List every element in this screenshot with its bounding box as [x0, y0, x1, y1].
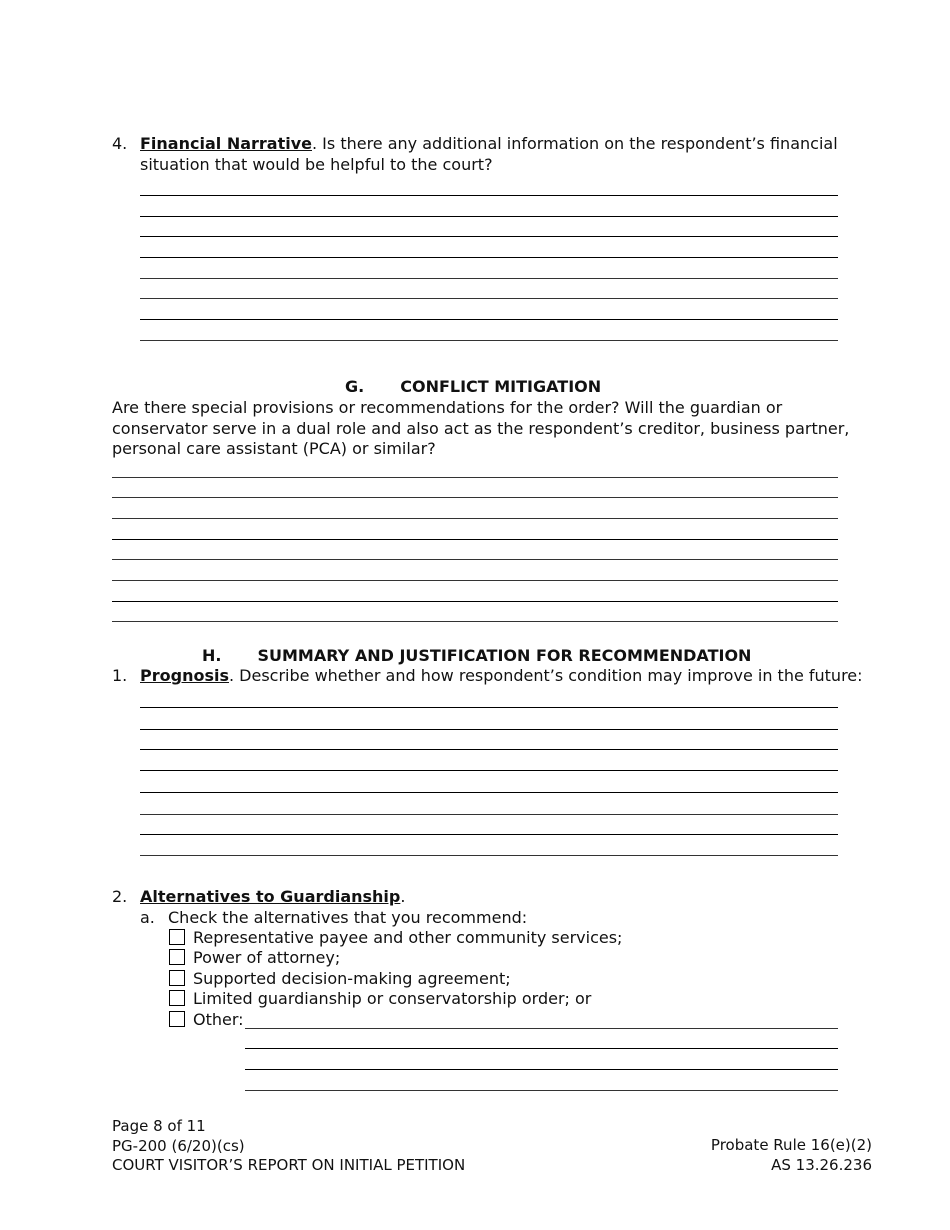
answer-line[interactable] — [140, 236, 838, 237]
financial-narrative-title: Financial Narrative — [140, 134, 312, 153]
answer-line[interactable] — [112, 518, 838, 519]
form-title: COURT VISITOR’S REPORT ON INITIAL PETITION — [112, 1156, 466, 1174]
answer-line[interactable] — [112, 477, 838, 478]
section-h-heading — [202, 646, 751, 665]
option-label: Limited guardianship or conservatorship order; or — [193, 989, 592, 1008]
answer-line[interactable] — [140, 707, 838, 708]
sub-item-letter: a. — [140, 908, 155, 927]
section-g-heading — [345, 377, 601, 396]
section-letter: G. — [345, 377, 365, 396]
answer-line[interactable] — [140, 814, 838, 815]
answer-line[interactable] — [140, 792, 838, 793]
financial-narrative-question — [140, 134, 838, 153]
item-number: 2. — [112, 887, 128, 906]
alternatives-period: . — [400, 887, 406, 906]
statute-reference: AS 13.26.236 — [771, 1155, 872, 1174]
alternatives-heading — [140, 887, 405, 906]
answer-line[interactable] — [140, 319, 838, 320]
option-label: Power of attorney; — [193, 948, 341, 967]
answer-line[interactable] — [245, 1069, 838, 1070]
question-line: personal care assistant (PCA) or similar? — [112, 439, 436, 458]
answer-line[interactable] — [112, 539, 838, 540]
answer-line[interactable] — [140, 278, 838, 279]
answer-line[interactable] — [112, 580, 838, 581]
answer-line[interactable] — [140, 729, 838, 730]
question-line: Are there special provisions or recommendations for the order? Will the guardian or — [112, 398, 783, 417]
item-number: 4. — [112, 134, 128, 153]
answer-line[interactable] — [112, 621, 838, 622]
option-label: Other: — [193, 1010, 244, 1029]
page-number: Page 8 of 11 — [112, 1117, 206, 1135]
prognosis-text: . Describe whether and how respondent’s condition may improve in the future: — [228, 666, 863, 685]
answer-line[interactable] — [140, 216, 838, 217]
answer-line[interactable] — [112, 497, 838, 498]
probate-rule: Probate Rule 16(e)(2) — [710, 1136, 872, 1154]
checkbox-power-of-attorney[interactable] — [169, 949, 185, 965]
answer-line[interactable] — [245, 1090, 838, 1091]
form-number: PG-200 (6/20)(cs) — [112, 1136, 245, 1155]
answer-line[interactable] — [140, 834, 838, 835]
answer-line[interactable] — [245, 1048, 838, 1049]
answer-line[interactable] — [140, 340, 838, 341]
option-label: Supported decision-making agreement; — [193, 969, 511, 988]
prognosis-title: Prognosis — [140, 666, 229, 685]
answer-line[interactable] — [140, 298, 838, 299]
option-label: Representative payee and other community services; — [193, 928, 623, 947]
answer-line[interactable] — [140, 855, 838, 856]
checkbox-other[interactable] — [169, 1011, 185, 1027]
question-line: conservator serve in a dual role and also act as the respondent’s creditor, business partner, — [112, 418, 850, 438]
checkbox-representative-payee[interactable] — [169, 929, 185, 945]
footer-left — [112, 1117, 465, 1176]
answer-line[interactable] — [245, 1028, 838, 1029]
answer-line[interactable] — [140, 195, 838, 196]
financial-narrative-text: . Is there any additional information on the respondent’s financial — [312, 134, 838, 153]
prognosis-question — [140, 666, 863, 685]
financial-narrative-text-cont: situation that would be helpful to the court? — [140, 155, 493, 174]
answer-line[interactable] — [140, 770, 838, 771]
answer-line[interactable] — [140, 749, 838, 750]
item-number: 1. — [112, 666, 128, 685]
checkbox-limited-guardianship[interactable] — [169, 990, 185, 1006]
checkbox-supported-decision-making[interactable] — [169, 970, 185, 986]
section-letter: H. — [202, 646, 222, 665]
conflict-mitigation-question — [112, 398, 849, 460]
answer-line[interactable] — [140, 257, 838, 258]
footer-right — [711, 1136, 872, 1175]
alternatives-instruction: Check the alternatives that you recommend: — [168, 908, 528, 927]
answer-line[interactable] — [112, 559, 838, 560]
section-title: CONFLICT MITIGATION — [400, 377, 602, 396]
answer-line[interactable] — [112, 601, 838, 602]
section-title: SUMMARY AND JUSTIFICATION FOR RECOMMENDATION — [257, 646, 752, 665]
alternatives-title: Alternatives to Guardianship — [140, 887, 401, 906]
